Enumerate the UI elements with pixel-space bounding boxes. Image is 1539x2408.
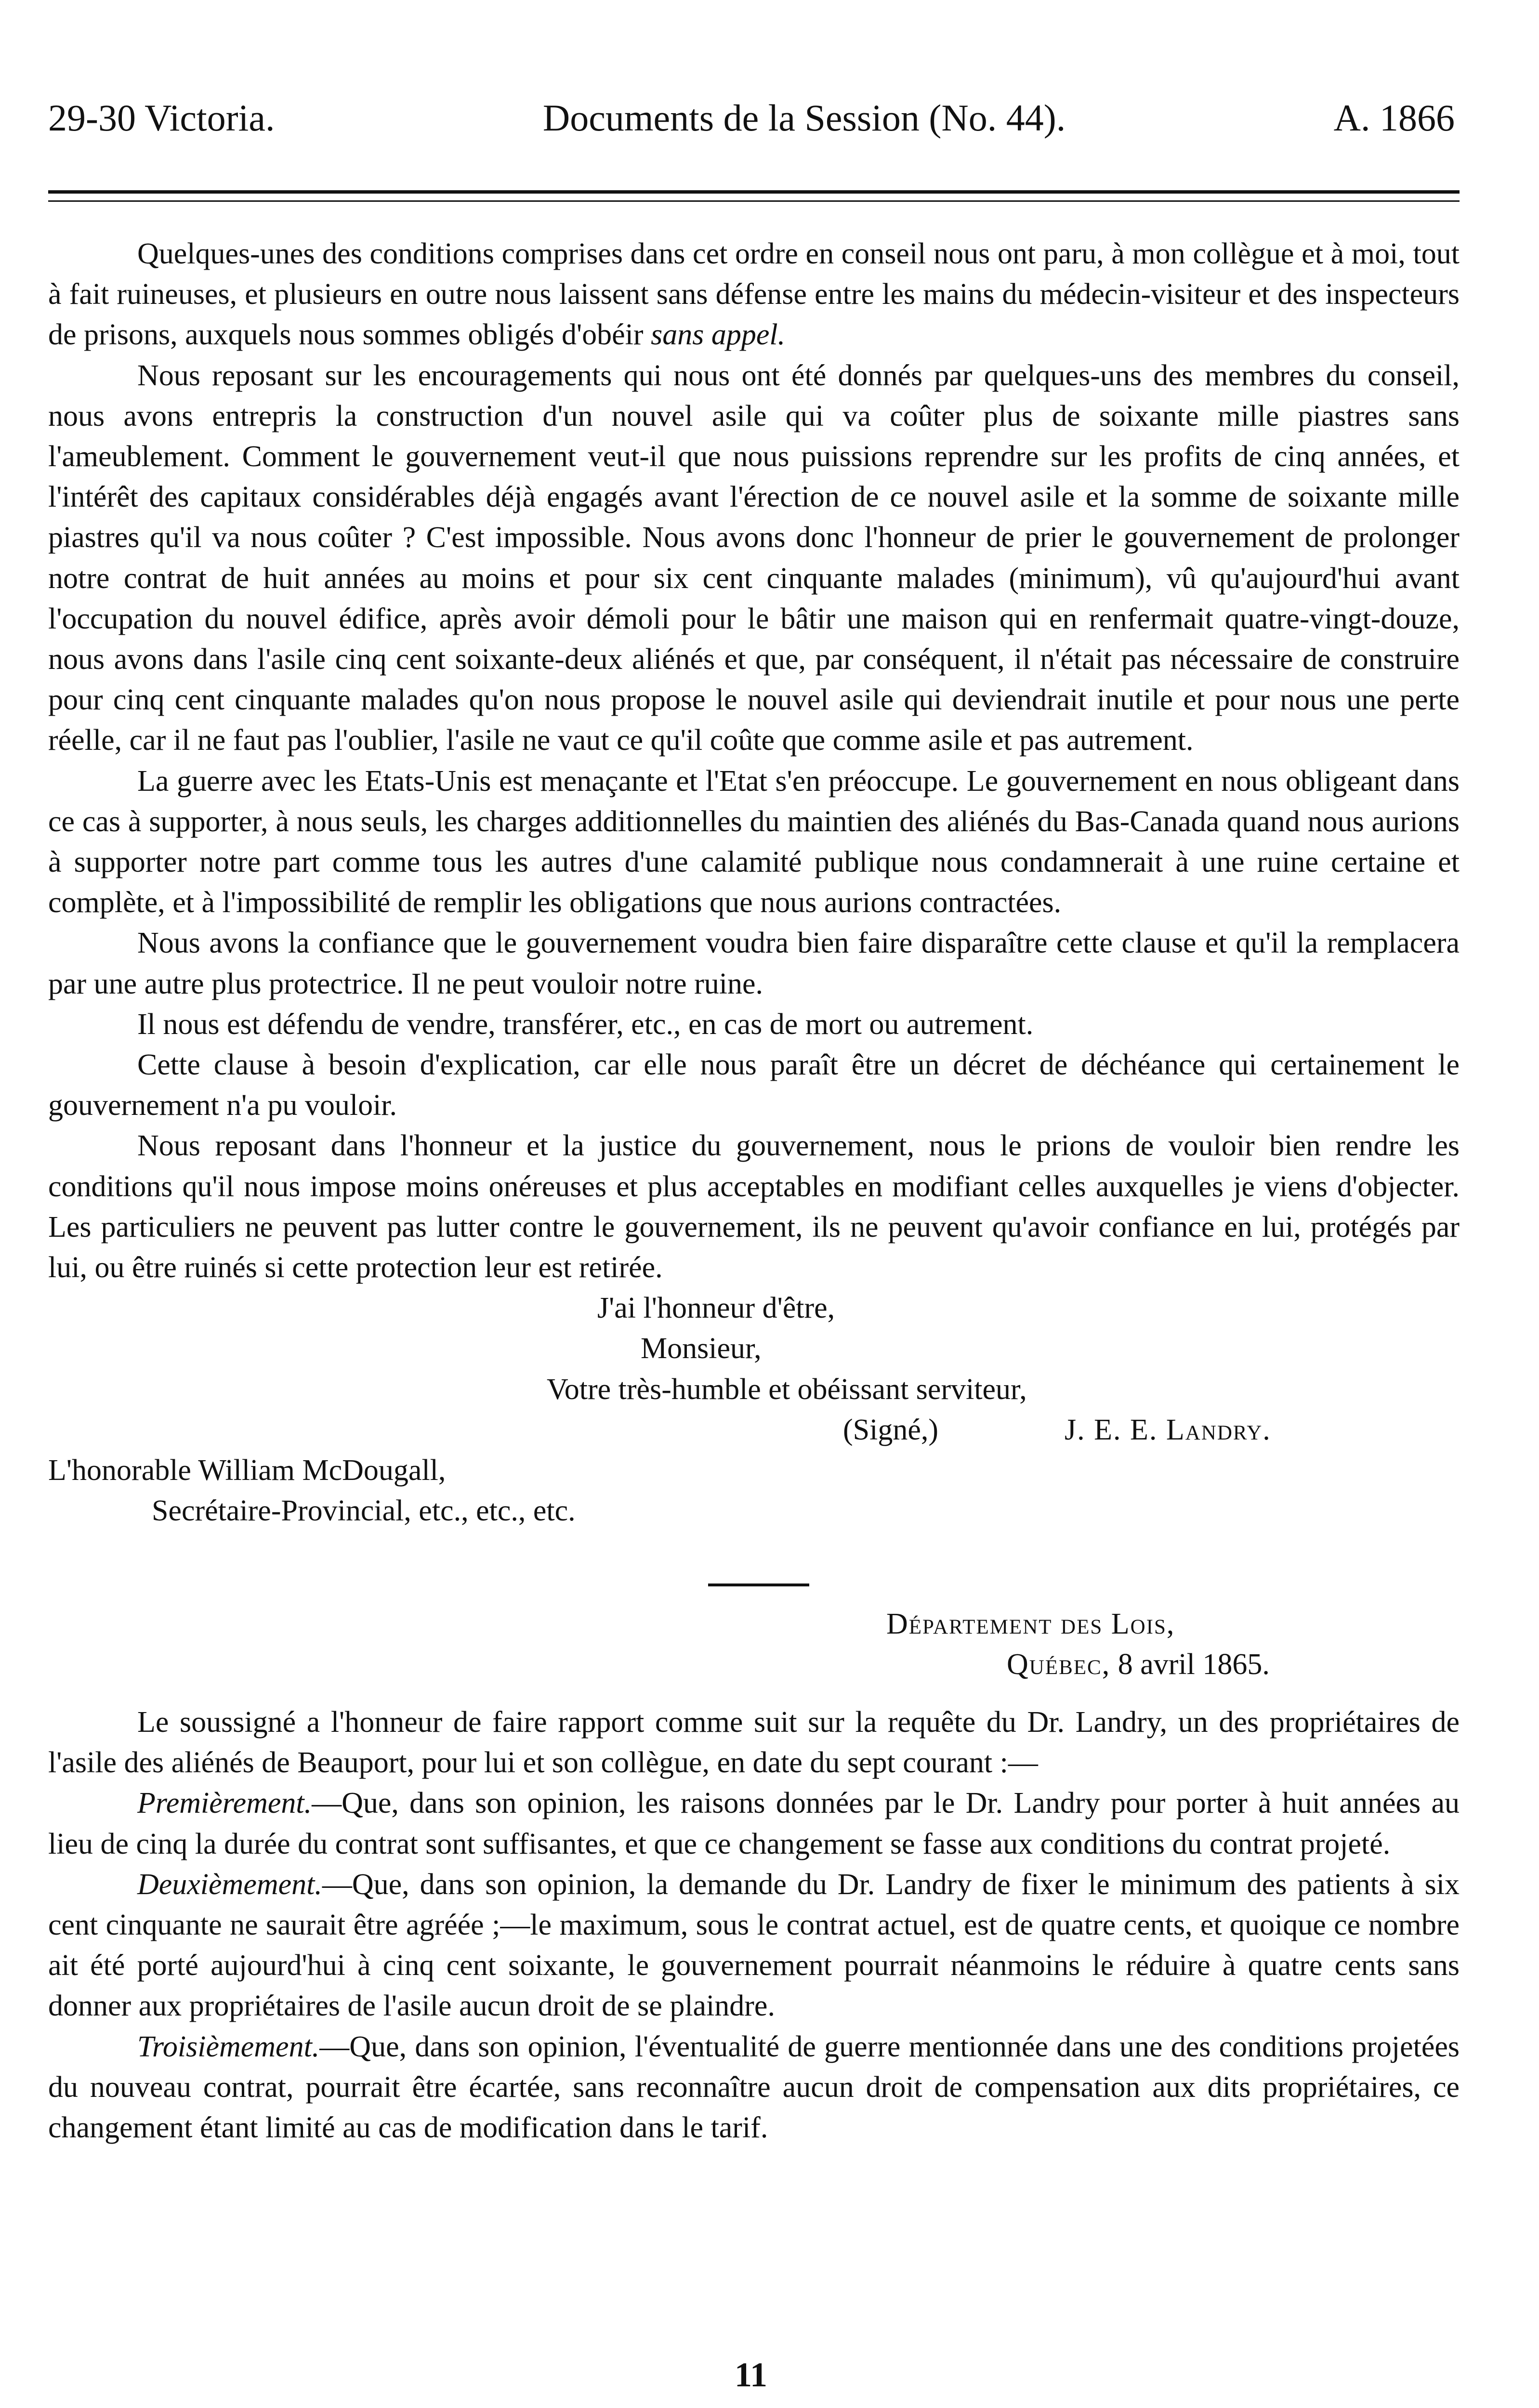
memo-item-3 [48,2027,1460,2148]
letter-paragraph-3: La guerre avec les Etats-Unis est menaçante et l'Etat s'en préoccupe. Le gouvernement en nous obligeant dans ce cas à supporter, à nous seuls, les charges additionnelles du maintien des aliénés du Bas-Canada quand nous aurions à supporter notre part comme tous les autres d'une calamité publique nous condamnerait à une ruine certaine et complète, et à l'impossibilité de remplir les obligations que nous aurions contractées. [48,764,1460,919]
memo-item-2 [48,1864,1460,2027]
header-volume: 29-30 Victoria. [48,97,275,139]
letter-paragraph-6: Cette clause à besoin d'explication, car elle nous paraît être un décret de déchéance qui certainement le gouvernement n'a pu vouloir. [48,1048,1460,1122]
signature-line [48,1410,1460,1450]
closing-line-3: Votre très-humble et obéissant serviteur, [547,1373,1027,1406]
memo-dateline [48,1604,1460,1685]
letter-paragraph-4: Nous avons la confiance que le gouvernement voudra bien faire disparaître cette clause et qu'il la remplacera par une autre plus protectrice. Il ne peut vouloir notre ruine. [48,927,1460,1000]
running-header [48,96,1455,140]
addressee-title: Secrétaire-Provincial, etc., etc., etc. [152,1494,576,1528]
memo-department: Département des Lois, [886,1607,1175,1640]
memo-place-date [48,1644,1460,1685]
memo-item-1-label: Premièrement. [137,1787,312,1820]
closing-line-2: Monsieur, [641,1332,762,1365]
header-year: A. 1866 [1333,97,1455,139]
memo-item-3-label: Troisièmement. [137,2030,320,2063]
addressee-name: L'honorable William McDougall, [48,1454,446,1487]
letter-paragraph-2: Nous reposant sur les encouragements qui nous ont été donnés par quelques-uns des membres du conseil, nous avons entrepris la construction d'un nouvel asile qui va coûter plus de soixante mille piastres sans l'ameublement. Comment le gouvernement veut-il que nous puissions reprendre sur les profits de cinq années, et l'intérêt des capitaux considérables déjà engagés avant l'érection de ce nouvel asile et la somme de soixante mille piastres qu'il va nous coûter ? C'est impossible. Nous avons donc l'honneur de prier le gouvernement de prolonger notre contrat de huit années au moins et pour six cent cinquante malades (minimum), vû qu'aujourd'hui avant l'occupation du nouvel édifice, après avoir démoli pour le bâtir une maison qui en renfermait quatre-vingt-douze, nous avons dans l'asile cinq cent soixante-deux aliénés et que, par conséquent, il n'était pas nécessaire de construire pour cinq cent cinquante malades qu'on nous propose le nouvel asile qui deviendrait inutile et pour nous une perte réelle, car il ne faut pas l'oublier, l'asile ne vaut ce qu'il coûte que comme asile et pas autrement. [48,359,1460,757]
page-body [48,234,1460,2148]
memo-item-1 [48,1783,1460,1864]
letter-paragraph-7: Nous reposant dans l'honneur et la justice du gouvernement, nous le prions de vouloir bien rendre les conditions qu'il nous impose moins onéreuses et plus acceptables en modifiant celles auxquelles je viens d'objecter. Les particuliers ne peuvent pas lutter contre le gouvernement, ils ne peuvent qu'avoir confiance en lui, protégés par lui, ou être ruinés si cette protection leur est retirée. [48,1129,1460,1284]
memo-date: 8 avril 1865. [1118,1648,1270,1681]
closing-line-1: J'ai l'honneur d'être, [597,1292,835,1325]
signer-name: J. E. E. Landry. [1065,1413,1271,1446]
letter-closing [48,1288,1460,1450]
memo-item-2-text: —Que, dans son opinion, la demande du Dr. Landry de fixer le minimum des patients à six cent cinquante ne saurait être agréée ;—le maximum, sous le contrat actuel, est de quatre cents, et quoique ce nombre ait été porté aujourd'hui à cinq cent soixante, le gouvernement pourrait néanmoins le réduire à quatre cents sans donner aux propriétaires de l'asile aucun droit de se plaindre. [48,1868,1460,2023]
signed-label: (Signé,) [843,1413,939,1446]
letter-paragraph-1-italic: sans appel. [651,318,786,352]
memo-intro: Le soussigné a l'honneur de faire rapport comme suit sur la requête du Dr. Landry, un des propriétaires de l'asile des aliénés de Beauport, pour lui et son collègue, en date du sept courant :— [48,1705,1460,1780]
header-double-rule [48,190,1460,202]
memo-place: Québec, [1007,1648,1111,1681]
memo-item-2-label: Deuxièmement. [137,1868,322,1901]
memo-item-3-text: —Que, dans son opinion, l'éventualité de guerre mentionnée dans une des conditions projetées du nouveau contrat, pourrait être écartée, sans reconnaître aucun droit de compensation aux dits propriétaires, ce changement étant limité au cas de modification dans le tarif. [48,2030,1460,2144]
memo-item-1-text: —Que, dans son opinion, les raisons données par le Dr. Landry pour porter à huit années au lieu de cinq la durée du contrat sont suffisantes, et que ce changement se fasse aux conditions du contrat projeté. [48,1787,1460,1860]
section-divider [708,1584,809,1586]
letter-paragraph-5: Il nous est défendu de vendre, transférer, etc., en cas de mort ou autrement. [137,1008,1034,1041]
letter-paragraph-1-text: Quelques-unes des conditions comprises dans cet ordre en conseil nous ont paru, à mon collègue et à moi, tout à fait ruineuses, et plusieurs en outre nous laissent sans défense entre les mains du médecin-visiteur et des inspecteurs de prisons, auxquels nous sommes obligés d'obéir [48,237,1460,352]
page-number: 11 [735,2356,768,2394]
header-title: Documents de la Session (No. 44). [542,97,1066,139]
letter-addressee [48,1450,1460,1531]
letter-paragraph-1 [48,234,1460,355]
